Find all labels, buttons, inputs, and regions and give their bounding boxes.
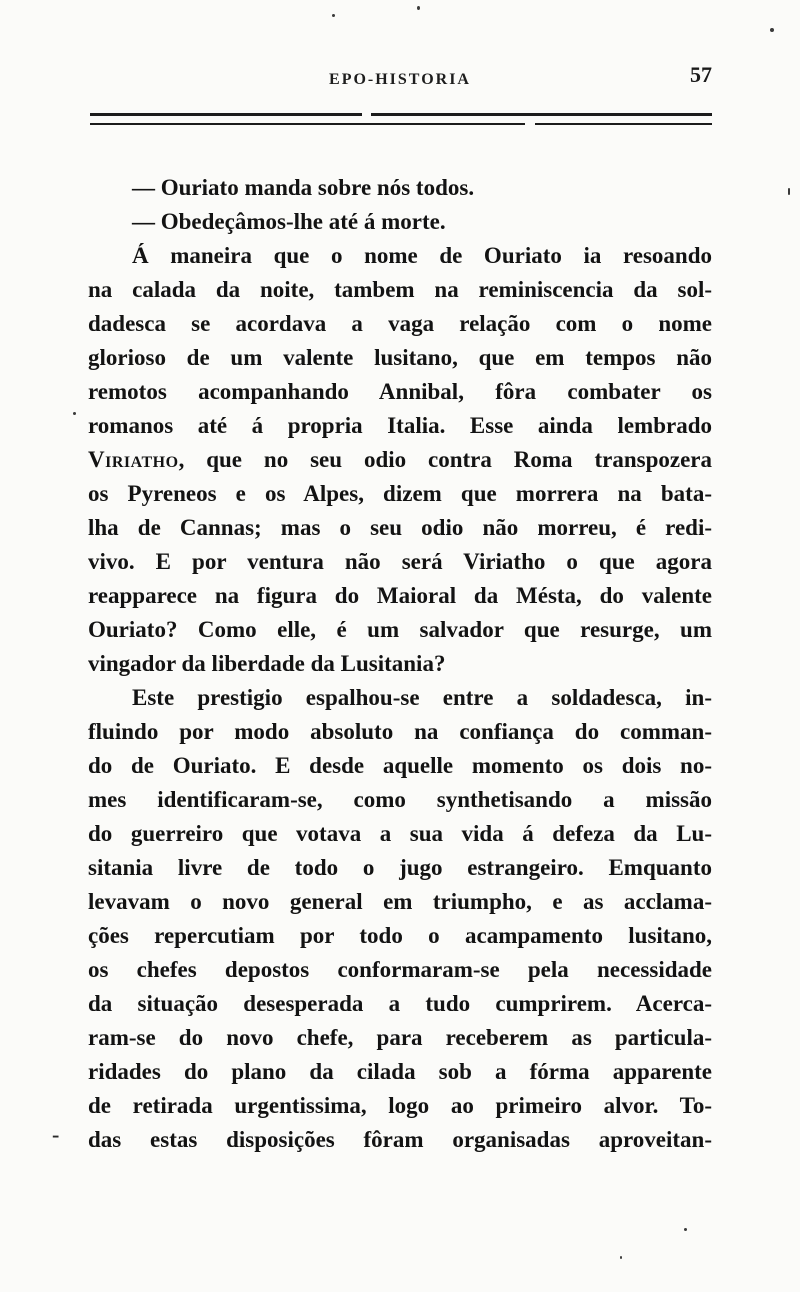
header-rule-top xyxy=(90,113,712,116)
smallcaps-word: Viriatho xyxy=(88,447,179,472)
margin-mark: - xyxy=(52,1122,60,1147)
text-line: das estas disposições fôram organisadas aproveitan- xyxy=(88,1127,712,1152)
text-line: Ouriato? Como elle, é um salvador que resurge, um xyxy=(88,617,712,642)
text-line: ram-se do novo chefe, para receberem as particula- xyxy=(88,1025,712,1050)
text-line: sitania livre de todo o jugo estrangeiro. Emquanto xyxy=(88,855,712,880)
text-line: Este prestigio espalhou-se entre a soldadesca, in- xyxy=(132,685,712,710)
text-line: vingador da liberdade da Lusitania? xyxy=(88,651,446,676)
text-line: do guerreiro que votava a sua vida á defeza da Lu- xyxy=(88,821,712,846)
text-line: os Pyreneos e os Alpes, dizem que morrera na bata- xyxy=(88,481,712,506)
text-line: vivo. E por ventura não será Viriatho o que agora xyxy=(88,549,712,574)
text-line: remotos acompanhando Annibal, fôra combater os xyxy=(88,379,712,404)
text-line: fluindo por modo absoluto na confiança do comman- xyxy=(88,719,712,744)
text-line: lha de Cannas; mas o seu odio não morreu, é redi- xyxy=(88,515,712,540)
text-line: na calada da noite, tambem na reminiscencia da sol- xyxy=(88,277,712,302)
text-line: glorioso de um valente lusitano, que em tempos não xyxy=(88,345,712,370)
text-line: romanos até á propria Italia. Esse ainda lembrado xyxy=(88,413,712,438)
text-line: mes identificaram-se, como synthetisando a missão xyxy=(88,787,712,812)
scan-speck xyxy=(788,188,790,195)
text-line: Á maneira que o nome de Ouriato ia resoando xyxy=(132,243,712,268)
text-line: ridades do plano da cilada sob a fórma apparente xyxy=(88,1059,712,1084)
text-line: os chefes depostos conformaram-se pela necessidade xyxy=(88,957,712,982)
header-rule-bottom xyxy=(90,123,712,125)
text-block xyxy=(88,171,712,1157)
text-line: da situação desesperada a tudo cumprirem. Acerca- xyxy=(88,991,712,1016)
scan-speck xyxy=(332,14,335,17)
text-line: — Ouriato manda sobre nós todos. xyxy=(132,175,475,200)
text-line: de retirada urgentissima, logo ao primeiro alvor. To- xyxy=(88,1093,712,1118)
text-line: dadesca se acordava a vaga relação com o nome xyxy=(88,311,712,336)
scan-speck xyxy=(417,6,420,10)
running-header: EPO-HISTORIA xyxy=(329,71,471,88)
text-line: levavam o novo general em triumpho, e as acclama- xyxy=(88,889,712,914)
text-line: — Obedeçâmos-lhe até á morte. xyxy=(132,209,446,234)
scan-speck xyxy=(684,1228,687,1231)
page-number: 57 xyxy=(690,62,712,87)
text-line: do de Ouriato. E desde aquelle momento os dois no- xyxy=(88,753,712,778)
text-line: reapparece na figura do Maioral da Mésta, do valente xyxy=(88,583,712,608)
text-line: ções repercutiam por todo o acampamento lusitano, xyxy=(88,923,712,948)
scan-speck xyxy=(73,412,76,415)
scan-speck xyxy=(770,28,774,32)
scan-speck xyxy=(620,1256,622,1259)
text-line: Viriatho, que no seu odio contra Roma transpozera xyxy=(88,447,712,472)
